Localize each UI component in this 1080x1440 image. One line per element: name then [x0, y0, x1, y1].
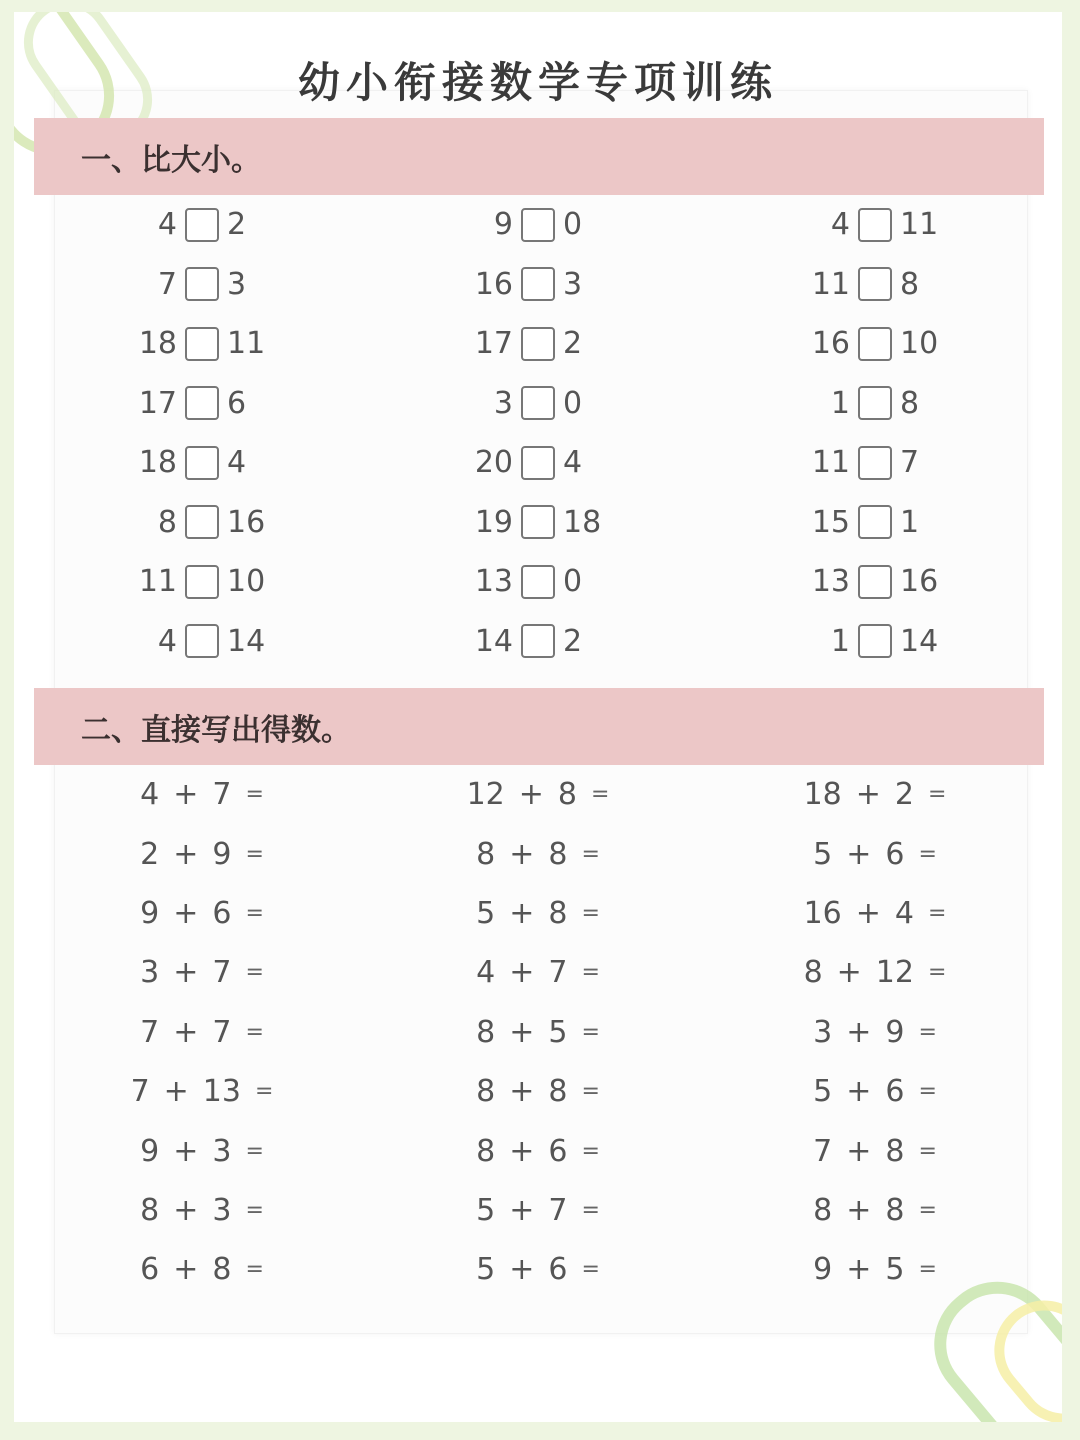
equals-sign: =	[581, 1257, 600, 1283]
addition-problem	[370, 1181, 706, 1240]
right-number: 18	[563, 504, 602, 540]
answer-box[interactable]	[858, 624, 892, 658]
addend-b: 6	[885, 836, 905, 872]
right-number: 11	[227, 326, 266, 362]
addend-b: 8	[557, 777, 577, 813]
right-number: 8	[900, 385, 920, 421]
addend-b: 9	[885, 1014, 905, 1050]
plus-sign: +	[509, 1014, 535, 1050]
addend-a: 5	[476, 1252, 496, 1288]
left-number: 20	[474, 445, 513, 481]
addend-b: 8	[885, 1133, 905, 1169]
left-number: 11	[811, 445, 850, 481]
answer-box[interactable]	[521, 267, 555, 301]
addition-problem	[34, 1121, 370, 1180]
compare-problem	[706, 552, 1044, 612]
addend-b: 8	[548, 1074, 568, 1110]
addend-a: 3	[813, 1014, 833, 1050]
addend-a: 8	[140, 1192, 160, 1228]
addend-b: 8	[212, 1252, 232, 1288]
equals-sign: =	[918, 1138, 937, 1164]
right-number: 3	[563, 266, 583, 302]
equals-sign: =	[581, 1079, 600, 1105]
compare-problem	[34, 255, 370, 315]
left-number: 16	[474, 266, 513, 302]
addend-a: 8	[476, 1014, 496, 1050]
addend-b: 2	[894, 777, 914, 813]
equals-sign: =	[927, 960, 947, 986]
compare-problem	[370, 255, 706, 315]
left-number: 16	[811, 326, 850, 362]
right-number: 16	[227, 504, 266, 540]
equals-sign: =	[918, 1257, 937, 1283]
addition-problem	[706, 1240, 1044, 1299]
left-number: 11	[811, 266, 850, 302]
equals-sign: =	[245, 1257, 264, 1283]
equals-sign: =	[581, 1138, 600, 1164]
left-number: 4	[830, 207, 850, 243]
worksheet-page	[14, 12, 1062, 1422]
addend-a: 8	[476, 1074, 496, 1110]
addend-b: 3	[212, 1133, 232, 1169]
left-number: 14	[474, 623, 513, 659]
addition-problem	[706, 765, 1044, 824]
equals-sign: =	[581, 1197, 600, 1223]
addend-a: 16	[803, 895, 842, 931]
compare-problem	[370, 314, 706, 374]
addend-a: 3	[140, 955, 160, 991]
right-number: 2	[563, 326, 583, 362]
addend-a: 8	[476, 1133, 496, 1169]
left-number: 18	[138, 445, 177, 481]
equals-sign: =	[245, 1019, 264, 1045]
answer-box[interactable]	[521, 386, 555, 420]
plus-sign: +	[173, 1192, 199, 1228]
answer-box[interactable]	[521, 446, 555, 480]
compare-problem	[34, 612, 370, 672]
plus-sign: +	[173, 895, 199, 931]
plus-sign: +	[509, 1192, 535, 1228]
plus-sign: +	[173, 836, 199, 872]
right-number: 14	[900, 623, 939, 659]
addend-b: 7	[212, 777, 232, 813]
addend-b: 13	[202, 1074, 241, 1110]
compare-problem	[706, 314, 1044, 374]
page-title: 幼小衔接数学专项训练	[297, 58, 778, 107]
plus-sign: +	[846, 1192, 872, 1228]
right-number: 4	[227, 445, 247, 481]
left-number: 4	[157, 207, 177, 243]
compare-problem	[706, 612, 1044, 672]
left-number: 19	[474, 504, 513, 540]
plus-sign: +	[846, 1074, 872, 1110]
answer-box[interactable]	[521, 208, 555, 242]
plus-sign: +	[173, 1252, 199, 1288]
answer-box[interactable]	[185, 446, 219, 480]
addend-a: 8	[813, 1192, 833, 1228]
plus-sign: +	[509, 955, 535, 991]
addition-problem	[34, 1240, 370, 1299]
compare-problem	[706, 255, 1044, 315]
addend-a: 7	[140, 1014, 160, 1050]
addend-b: 8	[548, 836, 568, 872]
addition-problem	[706, 1003, 1044, 1062]
right-number: 0	[563, 207, 583, 243]
right-number: 0	[563, 385, 583, 421]
addition-problem	[34, 765, 370, 824]
plus-sign: +	[846, 1252, 872, 1288]
addend-b: 7	[548, 955, 568, 991]
addend-a: 9	[140, 1133, 160, 1169]
answer-box[interactable]	[521, 327, 555, 361]
plus-sign: +	[518, 777, 544, 813]
addend-a: 7	[130, 1074, 150, 1110]
addition-problem	[706, 943, 1044, 1002]
plus-sign: +	[173, 955, 199, 991]
section-header-addition	[34, 688, 1044, 765]
addend-a: 2	[140, 836, 160, 872]
compare-problem	[370, 433, 706, 493]
addition-problem	[34, 943, 370, 1002]
addend-a: 5	[813, 1074, 833, 1110]
addition-problem	[370, 1121, 706, 1180]
addition-problem	[706, 1181, 1044, 1240]
equals-sign: =	[918, 1019, 937, 1045]
right-number: 10	[900, 326, 939, 362]
answer-box[interactable]	[185, 208, 219, 242]
compare-problem	[34, 433, 370, 493]
addition-problem	[370, 884, 706, 943]
addition-problem	[34, 884, 370, 943]
equals-sign: =	[918, 1079, 937, 1105]
equals-sign: =	[581, 1019, 600, 1045]
plus-sign: +	[846, 1014, 872, 1050]
equals-sign: =	[581, 841, 600, 867]
addend-a: 5	[813, 836, 833, 872]
addition-problem	[370, 1003, 706, 1062]
compare-problem	[34, 195, 370, 255]
addend-b: 5	[885, 1252, 905, 1288]
compare-problem	[34, 374, 370, 434]
equals-sign: =	[918, 1197, 937, 1223]
addition-problem	[34, 1003, 370, 1062]
right-number: 10	[227, 564, 266, 600]
answer-box[interactable]	[858, 386, 892, 420]
compare-problem	[370, 195, 706, 255]
right-number: 3	[227, 266, 247, 302]
answer-box[interactable]	[185, 386, 219, 420]
compare-problem	[706, 374, 1044, 434]
addend-a: 6	[140, 1252, 160, 1288]
compare-problem	[370, 552, 706, 612]
left-number: 17	[138, 385, 177, 421]
compare-problem	[34, 493, 370, 553]
answer-box[interactable]	[185, 624, 219, 658]
addend-a: 8	[476, 836, 496, 872]
right-number: 6	[227, 385, 247, 421]
addition-problem	[706, 884, 1044, 943]
equals-sign: =	[245, 782, 264, 808]
left-number: 13	[811, 564, 850, 600]
left-number: 1	[830, 385, 850, 421]
left-number: 11	[138, 564, 177, 600]
right-number: 8	[900, 266, 920, 302]
equals-sign: =	[590, 782, 610, 808]
addend-b: 7	[212, 955, 232, 991]
plus-sign: +	[836, 955, 862, 991]
section-title: 一、比大小。	[81, 142, 261, 178]
equals-sign: =	[254, 1079, 274, 1105]
addend-a: 4	[140, 777, 160, 813]
left-number: 8	[157, 504, 177, 540]
plus-sign: +	[509, 895, 535, 931]
addend-b: 8	[885, 1192, 905, 1228]
addend-a: 9	[140, 895, 160, 931]
compare-problem	[370, 612, 706, 672]
left-number: 18	[138, 326, 177, 362]
addend-b: 7	[212, 1014, 232, 1050]
answer-box[interactable]	[185, 327, 219, 361]
addend-a: 7	[813, 1133, 833, 1169]
equals-sign: =	[927, 782, 947, 808]
equals-sign: =	[245, 1138, 264, 1164]
plus-sign: +	[173, 1133, 199, 1169]
answer-box[interactable]	[521, 505, 555, 539]
left-number: 15	[811, 504, 850, 540]
addend-a: 8	[803, 955, 823, 991]
addition-problem	[370, 943, 706, 1002]
compare-problem	[34, 552, 370, 612]
answer-box[interactable]	[858, 327, 892, 361]
addend-b: 7	[548, 1192, 568, 1228]
left-number: 1	[830, 623, 850, 659]
addition-problems-grid	[34, 765, 1044, 1300]
addition-problem	[370, 765, 706, 824]
plus-sign: +	[846, 1133, 872, 1169]
addend-a: 4	[476, 955, 496, 991]
plus-sign: +	[509, 1074, 535, 1110]
addend-b: 3	[212, 1192, 232, 1228]
compare-problem	[706, 493, 1044, 553]
equals-sign: =	[927, 900, 947, 926]
addend-a: 12	[466, 777, 505, 813]
equals-sign: =	[918, 841, 937, 867]
addition-problem	[370, 1240, 706, 1299]
addend-b: 8	[548, 895, 568, 931]
addition-problem	[34, 824, 370, 883]
addend-b: 6	[212, 895, 232, 931]
addend-b: 9	[212, 836, 232, 872]
addend-b: 6	[548, 1133, 568, 1169]
addend-a: 5	[476, 1192, 496, 1228]
answer-box[interactable]	[858, 505, 892, 539]
left-number: 3	[493, 385, 513, 421]
equals-sign: =	[581, 900, 600, 926]
addition-problem	[370, 1062, 706, 1121]
answer-box[interactable]	[858, 208, 892, 242]
plus-sign: +	[509, 836, 535, 872]
addition-problem	[706, 1062, 1044, 1121]
answer-box[interactable]	[521, 565, 555, 599]
answer-box[interactable]	[858, 565, 892, 599]
addend-b: 6	[885, 1074, 905, 1110]
equals-sign: =	[245, 960, 264, 986]
addition-problem	[370, 824, 706, 883]
right-number: 2	[563, 623, 583, 659]
left-number: 4	[157, 623, 177, 659]
compare-problem	[370, 374, 706, 434]
answer-box[interactable]	[858, 267, 892, 301]
compare-problem	[706, 433, 1044, 493]
section-title: 二、直接写出得数。	[81, 712, 351, 748]
addition-problem	[34, 1181, 370, 1240]
addend-a: 5	[476, 895, 496, 931]
right-number: 16	[900, 564, 939, 600]
plus-sign: +	[855, 895, 881, 931]
answer-box[interactable]	[521, 624, 555, 658]
plus-sign: +	[846, 836, 872, 872]
addition-problem	[706, 824, 1044, 883]
right-number: 11	[900, 207, 939, 243]
answer-box[interactable]	[185, 267, 219, 301]
addend-b: 6	[548, 1252, 568, 1288]
equals-sign: =	[245, 1197, 264, 1223]
compare-problem	[370, 493, 706, 553]
section-header-compare	[34, 118, 1044, 195]
left-number: 7	[157, 266, 177, 302]
addend-b: 5	[548, 1014, 568, 1050]
plus-sign: +	[509, 1133, 535, 1169]
equals-sign: =	[245, 841, 264, 867]
right-number: 4	[563, 445, 583, 481]
plus-sign: +	[855, 777, 881, 813]
plus-sign: +	[163, 1074, 189, 1110]
equals-sign: =	[245, 900, 264, 926]
compare-problem	[706, 195, 1044, 255]
left-number: 17	[474, 326, 513, 362]
left-number: 9	[493, 207, 513, 243]
equals-sign: =	[581, 960, 600, 986]
left-number: 13	[474, 564, 513, 600]
right-number: 0	[563, 564, 583, 600]
plus-sign: +	[509, 1252, 535, 1288]
addition-problem	[706, 1121, 1044, 1180]
addition-problem	[34, 1062, 370, 1121]
right-number: 7	[900, 445, 920, 481]
compare-problem	[34, 314, 370, 374]
addend-a: 9	[813, 1252, 833, 1288]
plus-sign: +	[173, 777, 199, 813]
right-number: 14	[227, 623, 266, 659]
addend-b: 12	[875, 955, 914, 991]
answer-box[interactable]	[185, 565, 219, 599]
answer-box[interactable]	[858, 446, 892, 480]
compare-problems-grid	[34, 195, 1044, 671]
right-number: 2	[227, 207, 247, 243]
addend-b: 4	[894, 895, 914, 931]
answer-box[interactable]	[185, 505, 219, 539]
addend-a: 18	[803, 777, 842, 813]
plus-sign: +	[173, 1014, 199, 1050]
right-number: 1	[900, 504, 920, 540]
